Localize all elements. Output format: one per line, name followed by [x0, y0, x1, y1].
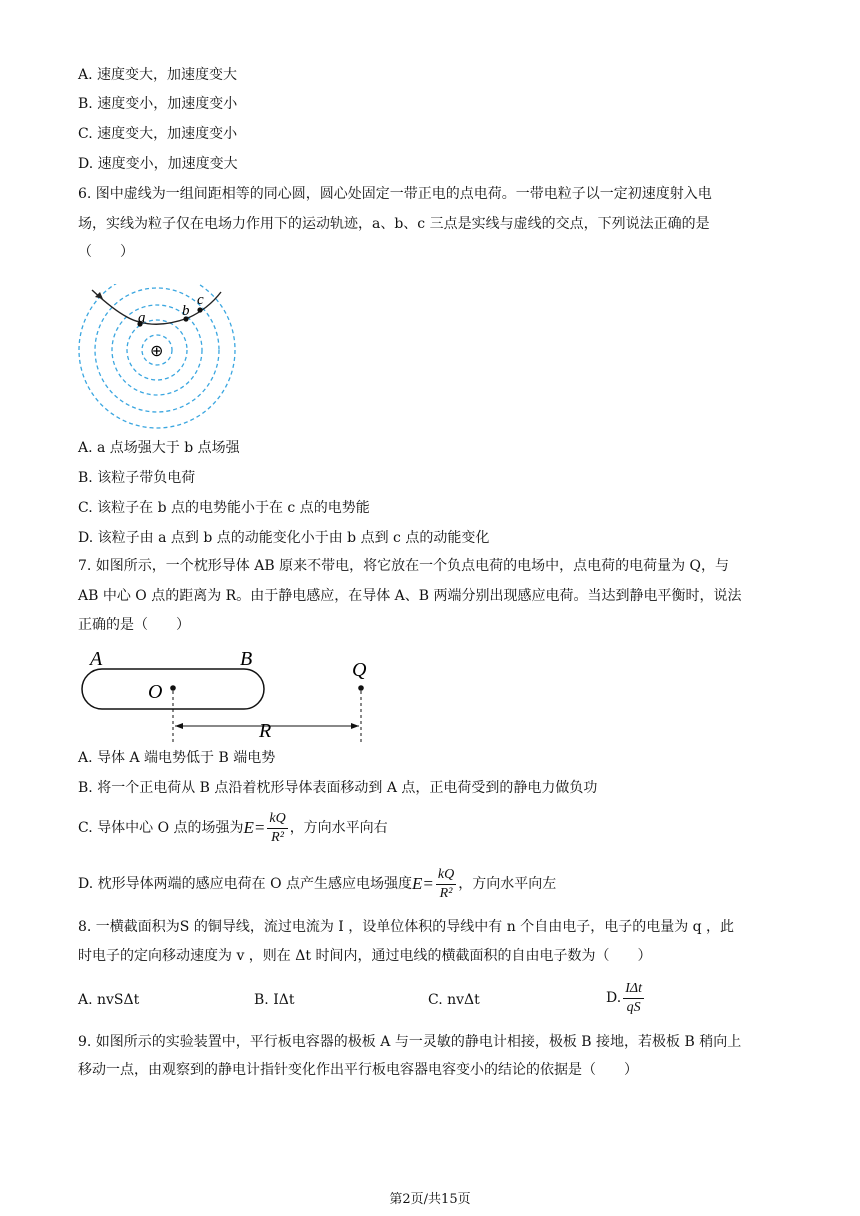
- q8-option-c: C. nvΔt: [428, 992, 480, 1008]
- q7-option-c-suffix: ，方向水平向右: [289, 820, 388, 836]
- label-b: b: [182, 303, 190, 319]
- q9-stem-line1: 9. 如图所示的实验装置中，平行板电容器的极板 A 与一灵敏的静电计相接，极板 B 接地，若极板 B 稍向上: [78, 1034, 742, 1050]
- fraction-numerator: kQ: [436, 866, 456, 885]
- point-Q: [358, 685, 364, 691]
- q8-stem-line2: 时电子的定向移动速度为 v ，则在 Δt 时间内，通过电线的横截面积的自由电子数为（ ）: [78, 948, 652, 964]
- q7-option-a: A. 导体 A 端电势低于 B 端电势: [78, 750, 276, 766]
- label-R: R: [259, 720, 272, 742]
- q7-option-c-eq-lhs: E=: [243, 818, 266, 837]
- q8-option-b: B. IΔt: [254, 992, 295, 1008]
- fraction-numerator: kQ: [267, 810, 287, 829]
- q6-figure: [78, 284, 248, 434]
- label-c: c: [197, 292, 204, 308]
- q6-option-d: D. 该粒子由 a 点到 b 点的动能变化小于由 b 点到 c 点的动能变化: [78, 530, 490, 546]
- q8-option-d-label: D.: [606, 990, 622, 1006]
- q7-option-b: B. 将一个正电荷从 B 点沿着枕形导体表面移动到 A 点，正电荷受到的静电力做负功: [78, 780, 598, 796]
- q9-stem-line2: 移动一点，由观察到的静电计指针变化作出平行板电容器电容变小的结论的依据是（ ）: [78, 1062, 638, 1078]
- label-Q: Q: [352, 659, 367, 681]
- point-c: [197, 307, 202, 312]
- q8-stem-line1: 8. 一横截面积为S 的铜导线，流过电流为 I ，设单位体积的导线中有 n 个自由电子，电子的电量为 q ，此: [78, 919, 735, 935]
- q7-option-c-fraction: [267, 810, 287, 847]
- q5-option-a: A. 速度变大，加速度变大: [78, 67, 238, 83]
- q5-option-b: B. 速度变小，加速度变小: [78, 96, 238, 112]
- q7-option-d: [78, 862, 556, 906]
- q8-option-d: [606, 976, 646, 1020]
- fraction-denominator: R²: [271, 829, 284, 845]
- label-B: B: [240, 648, 253, 670]
- q6-stem-line2: 场，实线为粒子仅在电场力作用下的运动轨迹，a、b、c 三点是实线与虚线的交点，下列说法正确的是: [78, 216, 710, 232]
- q6-option-a: A. a 点场强大于 b 点场强: [78, 440, 240, 456]
- positive-charge-icon: ⊕: [150, 343, 164, 360]
- q7-option-d-prefix: D. 枕形导体两端的感应电荷在 O 点产生感应电场强度: [78, 876, 413, 892]
- q6-stem-line1: 6. 图中虚线为一组间距相等的同心圆，圆心处固定一带正电的点电荷。一带电粒子以一定初速度射入电: [78, 186, 712, 202]
- label-O: O: [148, 681, 163, 703]
- fraction-denominator: R²: [439, 885, 453, 901]
- q8-option-d-fraction: [623, 980, 644, 1017]
- q7-option-d-suffix: ，方向水平向左: [458, 876, 557, 892]
- q6-paren: （ ）: [78, 244, 134, 260]
- q7-stem-line3: 正确的是（ ）: [78, 617, 190, 633]
- q7-stem-line2: AB 中心 O 点的距离为 R。由于静电感应，在导体 A、B 两端分别出现感应电荷。当达到静电平衡时，说法: [78, 588, 742, 604]
- q7-option-d-eq-lhs: E=: [412, 874, 434, 893]
- q7-figure: [78, 646, 378, 742]
- q6-option-b: B. 该粒子带负电荷: [78, 470, 196, 486]
- page-footer: 第2页/共15页: [389, 1192, 471, 1207]
- q8-option-a: A. nvSΔt: [78, 992, 140, 1008]
- arrow-right-head: [351, 723, 359, 729]
- fraction-numerator: IΔt: [623, 980, 644, 999]
- q7-stem-line1: 7. 如图所示，一个枕形导体 AB 原来不带电，将它放在一个负点电荷的电场中，点电荷的电荷量为 Q，与: [78, 558, 730, 574]
- q6-option-c: C. 该粒子在 b 点的电势能小于在 c 点的电势能: [78, 500, 370, 516]
- fraction-denominator: qS: [626, 999, 641, 1015]
- q5-option-c: C. 速度变大，加速度变小: [78, 126, 238, 142]
- q5-option-d: D. 速度变小，加速度变大: [78, 156, 238, 172]
- q7-option-d-fraction: [436, 866, 456, 903]
- label-A: A: [90, 648, 103, 670]
- arrow-left-head: [175, 723, 183, 729]
- label-a: a: [138, 310, 146, 326]
- point-O: [170, 685, 176, 691]
- q7-option-c-prefix: C. 导体中心 O 点的场强为: [78, 820, 244, 836]
- q7-option-c: [78, 806, 388, 850]
